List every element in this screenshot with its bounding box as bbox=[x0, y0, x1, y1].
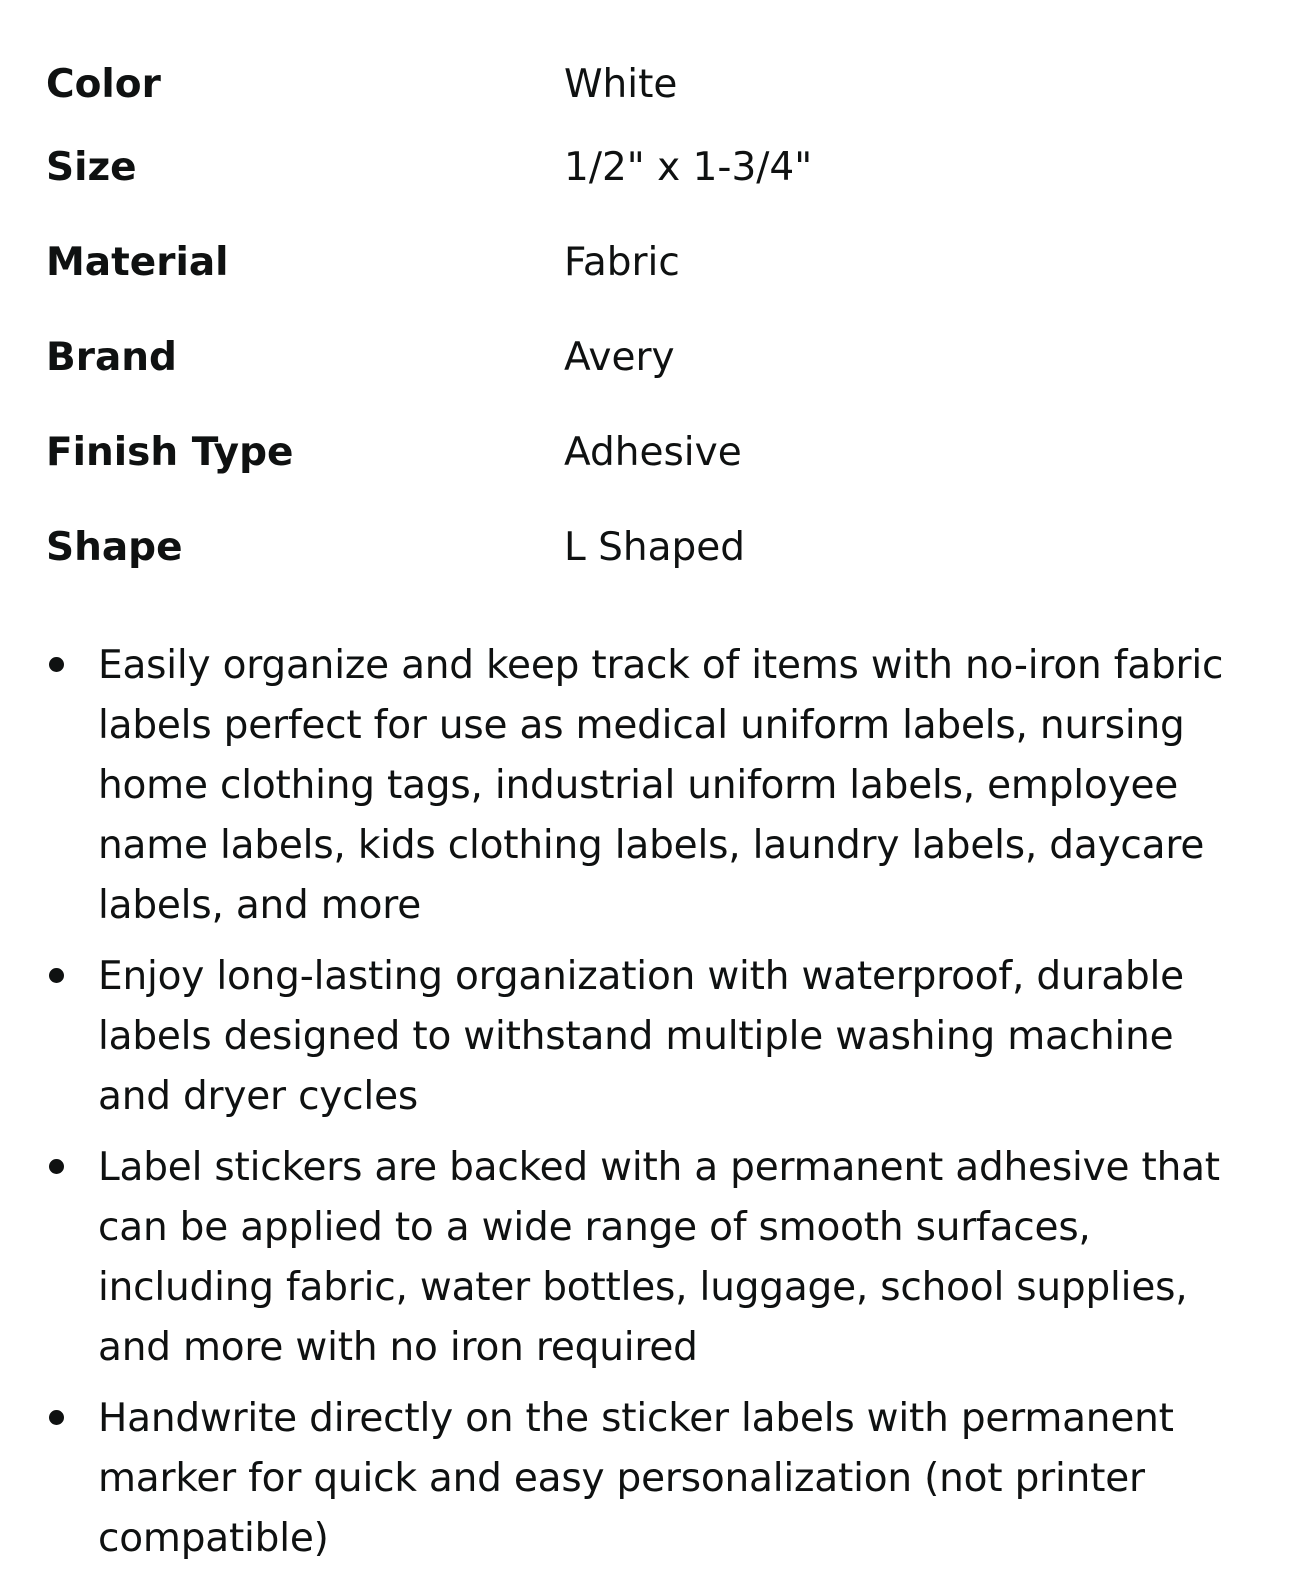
spec-label: Brand bbox=[46, 334, 177, 380]
spec-label: Shape bbox=[46, 524, 183, 570]
spec-label: Color bbox=[46, 62, 161, 107]
spec-label: Size bbox=[46, 144, 137, 190]
spec-value: Fabric bbox=[564, 239, 680, 285]
spec-label: Material bbox=[46, 239, 229, 285]
spec-row-color bbox=[46, 50, 1246, 120]
feature-bullet-text: Easily organize and keep track of items with no-iron fabric labels perfect for use as medical uniform labels, nursing home clothing tags, industrial uniform labels, employee name labels, kids clothing labels, laundry labels, daycare labels, and more bbox=[98, 643, 1224, 928]
bullet-dot-icon bbox=[49, 657, 64, 672]
spec-row-finish-type bbox=[46, 405, 1246, 500]
spec-row-brand bbox=[46, 310, 1246, 405]
spec-label: Finish Type bbox=[46, 429, 294, 475]
spec-value: White bbox=[564, 62, 678, 107]
feature-bullet-text: Label stickers are backed with a permanent adhesive that can be applied to a wide range of smooth surfaces, including fabric, water bottles, luggage, school supplies, and more with no iron required bbox=[98, 1145, 1220, 1370]
product-specs-table bbox=[46, 50, 1246, 595]
bullet-dot-icon bbox=[49, 1159, 64, 1174]
bullet-dot-icon bbox=[49, 968, 64, 983]
spec-value: 1/2" x 1-3/4" bbox=[564, 144, 813, 190]
spec-row-material bbox=[46, 215, 1246, 310]
bullet-dot-icon bbox=[49, 1410, 64, 1425]
feature-bullet-text: Enjoy long-lasting organization with waterproof, durable labels designed to withstand multiple washing machine and dryer cycles bbox=[98, 954, 1184, 1119]
spec-value: Avery bbox=[564, 334, 675, 380]
feature-bullet bbox=[46, 1389, 1246, 1569]
feature-bullet-text: Handwrite directly on the sticker labels with permanent marker for quick and easy personalization (not printer compatible) bbox=[98, 1396, 1174, 1561]
spec-value: Adhesive bbox=[564, 429, 742, 475]
spec-row-shape bbox=[46, 500, 1246, 595]
feature-bullet bbox=[46, 636, 1246, 936]
feature-bullet bbox=[46, 1138, 1246, 1378]
feature-bullet bbox=[46, 947, 1246, 1127]
feature-bullets bbox=[46, 636, 1246, 1580]
spec-value: L Shaped bbox=[564, 524, 746, 570]
spec-row-size bbox=[46, 120, 1246, 215]
